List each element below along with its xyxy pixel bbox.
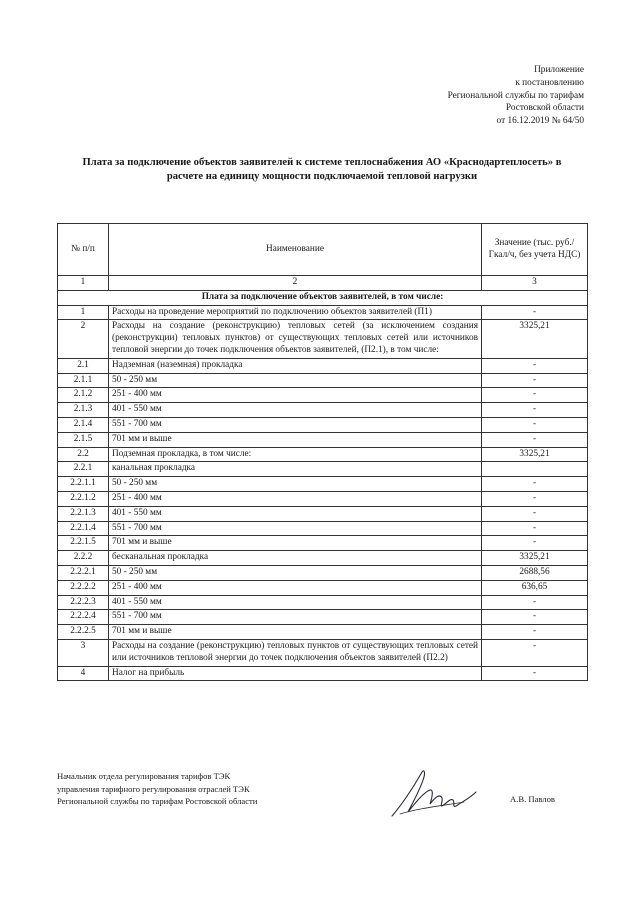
row-number: 2.1 — [58, 358, 109, 373]
footer-position-line-3: Региональной службы по тарифам Ростовской области — [57, 796, 258, 807]
column-index-1: 1 — [58, 276, 109, 291]
table-row — [58, 506, 588, 521]
row-number: 2.1.3 — [58, 403, 109, 418]
column-index-2: 2 — [109, 276, 482, 291]
row-value: - — [482, 639, 588, 666]
row-name: 701 мм и выше — [109, 432, 482, 447]
row-number: 2.1.1 — [58, 373, 109, 388]
row-name: 701 мм и выше — [109, 625, 482, 640]
table-row — [58, 447, 588, 462]
table-row — [58, 580, 588, 595]
table-row — [58, 666, 588, 681]
row-name: Налог на прибыль — [109, 666, 482, 681]
row-number: 2.2.1.2 — [58, 491, 109, 506]
footer-position-line-1: Начальник отдела регулирования тарифов ТЭК — [57, 771, 231, 781]
row-value: - — [482, 417, 588, 432]
row-name: 551 - 700 мм — [109, 610, 482, 625]
row-name: бесканальная прокладка — [109, 551, 482, 566]
table-row — [58, 610, 588, 625]
row-name: 50 - 250 мм — [109, 477, 482, 492]
row-number: 2.1.5 — [58, 432, 109, 447]
header-number: № п/п — [58, 224, 109, 276]
row-name: 551 - 700 мм — [109, 521, 482, 536]
row-number: 2.1.4 — [58, 417, 109, 432]
row-number: 2.2.1.5 — [58, 536, 109, 551]
table-row — [58, 639, 588, 666]
column-index-row — [58, 276, 588, 291]
row-value: 3325,21 — [482, 447, 588, 462]
row-number: 2.2.1.3 — [58, 506, 109, 521]
table-row — [58, 403, 588, 418]
row-number: 2.1.2 — [58, 388, 109, 403]
row-value: - — [482, 625, 588, 640]
header-value: Значение (тыс. руб./Гкал/ч, без учета НДС) — [482, 224, 588, 276]
appendix-header — [344, 64, 584, 128]
row-name: 251 - 400 мм — [109, 491, 482, 506]
row-value: - — [482, 305, 588, 320]
row-number: 4 — [58, 666, 109, 681]
table-row — [58, 358, 588, 373]
row-name: 50 - 250 мм — [109, 373, 482, 388]
appendix-date: от 16.12.2019 № 64/50 — [496, 116, 584, 127]
signature-image — [390, 768, 478, 820]
appendix-region: Ростовской области — [505, 103, 584, 114]
row-number: 2.2.2.4 — [58, 610, 109, 625]
row-number: 2.2 — [58, 447, 109, 462]
row-name: 251 - 400 мм — [109, 388, 482, 403]
section-title: Плата за подключение объектов заявителей, в том числе: — [58, 290, 588, 305]
column-index-3: 3 — [482, 276, 588, 291]
table-row — [58, 320, 588, 358]
table-row — [58, 565, 588, 580]
row-name: Надземная (наземная) прокладка — [109, 358, 482, 373]
row-number: 2.2.1.1 — [58, 477, 109, 492]
table-row — [58, 417, 588, 432]
document-title — [50, 156, 594, 184]
row-value: - — [482, 403, 588, 418]
row-value: - — [482, 536, 588, 551]
row-value: 2688,56 — [482, 565, 588, 580]
table-row — [58, 305, 588, 320]
document-title-line-2: расчете на единицу мощности подключаемой тепловой нагрузки — [166, 171, 478, 182]
table-row — [58, 462, 588, 477]
row-number: 2.2.2.5 — [58, 625, 109, 640]
row-name: Расходы на создание (реконструкцию) тепловых пунктов от существующих тепловых сетей или источников тепловой энергии до точек подключения объектов заявителей (П2.2) — [109, 639, 482, 666]
table-row — [58, 477, 588, 492]
appendix-title: Приложение — [534, 65, 584, 75]
row-value: - — [482, 388, 588, 403]
row-number: 2 — [58, 320, 109, 358]
row-value: - — [482, 506, 588, 521]
row-name: 551 - 700 мм — [109, 417, 482, 432]
row-name: Расходы на проведение мероприятий по подключению объектов заявителей (П1) — [109, 305, 482, 320]
document-title-line-1: Плата за подключение объектов заявителей к системе теплоснабжения АО «Краснодартеплосеть» в — [82, 157, 562, 168]
row-number: 1 — [58, 305, 109, 320]
row-name: 251 - 400 мм — [109, 580, 482, 595]
section-row — [58, 290, 588, 305]
row-number: 2.2.1.4 — [58, 521, 109, 536]
footer-position-line-2: управления тарифного регулирования отраслей ТЭК — [57, 783, 250, 794]
row-value: - — [482, 666, 588, 681]
row-number: 2.2.2.3 — [58, 595, 109, 610]
row-name: Расходы на создание (реконструкцию) тепловых сетей (за исключением создания (реконструкции) тепловых пунктов) от существующих тепловых сетей или источников тепловой энергии до точек подключения объектов заявителей, (П2.1), в том числе: — [109, 320, 482, 358]
row-value: - — [482, 521, 588, 536]
row-value: - — [482, 358, 588, 373]
row-name: 401 - 550 мм — [109, 595, 482, 610]
row-value: - — [482, 432, 588, 447]
row-value: - — [482, 477, 588, 492]
table-row — [58, 595, 588, 610]
tariff-table — [57, 223, 588, 681]
row-value — [482, 462, 588, 477]
header-name: Наименование — [109, 224, 482, 276]
row-name: 401 - 550 мм — [109, 403, 482, 418]
row-name: Подземная прокладка, в том числе: — [109, 447, 482, 462]
row-value: 636,65 — [482, 580, 588, 595]
table-row — [58, 373, 588, 388]
table-row — [58, 388, 588, 403]
row-value: - — [482, 373, 588, 388]
row-value: 3325,21 — [482, 551, 588, 566]
appendix-authority: Региональной службы по тарифам — [447, 90, 584, 101]
row-value: - — [482, 595, 588, 610]
row-name: 401 - 550 мм — [109, 506, 482, 521]
row-number: 2.2.2 — [58, 551, 109, 566]
row-value: 3325,21 — [482, 320, 588, 358]
table-row — [58, 491, 588, 506]
row-name: 50 - 250 мм — [109, 565, 482, 580]
table-row — [58, 536, 588, 551]
table-header-row — [58, 224, 588, 276]
row-number: 2.2.2.2 — [58, 580, 109, 595]
table-row — [58, 521, 588, 536]
row-number: 2.2.1 — [58, 462, 109, 477]
row-name: канальная прокладка — [109, 462, 482, 477]
row-value: - — [482, 610, 588, 625]
signer-name: А.В. Павлов — [510, 794, 555, 804]
table-row — [58, 432, 588, 447]
table-row — [58, 551, 588, 566]
row-name: 701 мм и выше — [109, 536, 482, 551]
row-value: - — [482, 491, 588, 506]
footer-position — [57, 770, 317, 808]
appendix-decree: к постановлению — [515, 77, 584, 88]
table-row — [58, 625, 588, 640]
row-number: 3 — [58, 639, 109, 666]
row-number: 2.2.2.1 — [58, 565, 109, 580]
